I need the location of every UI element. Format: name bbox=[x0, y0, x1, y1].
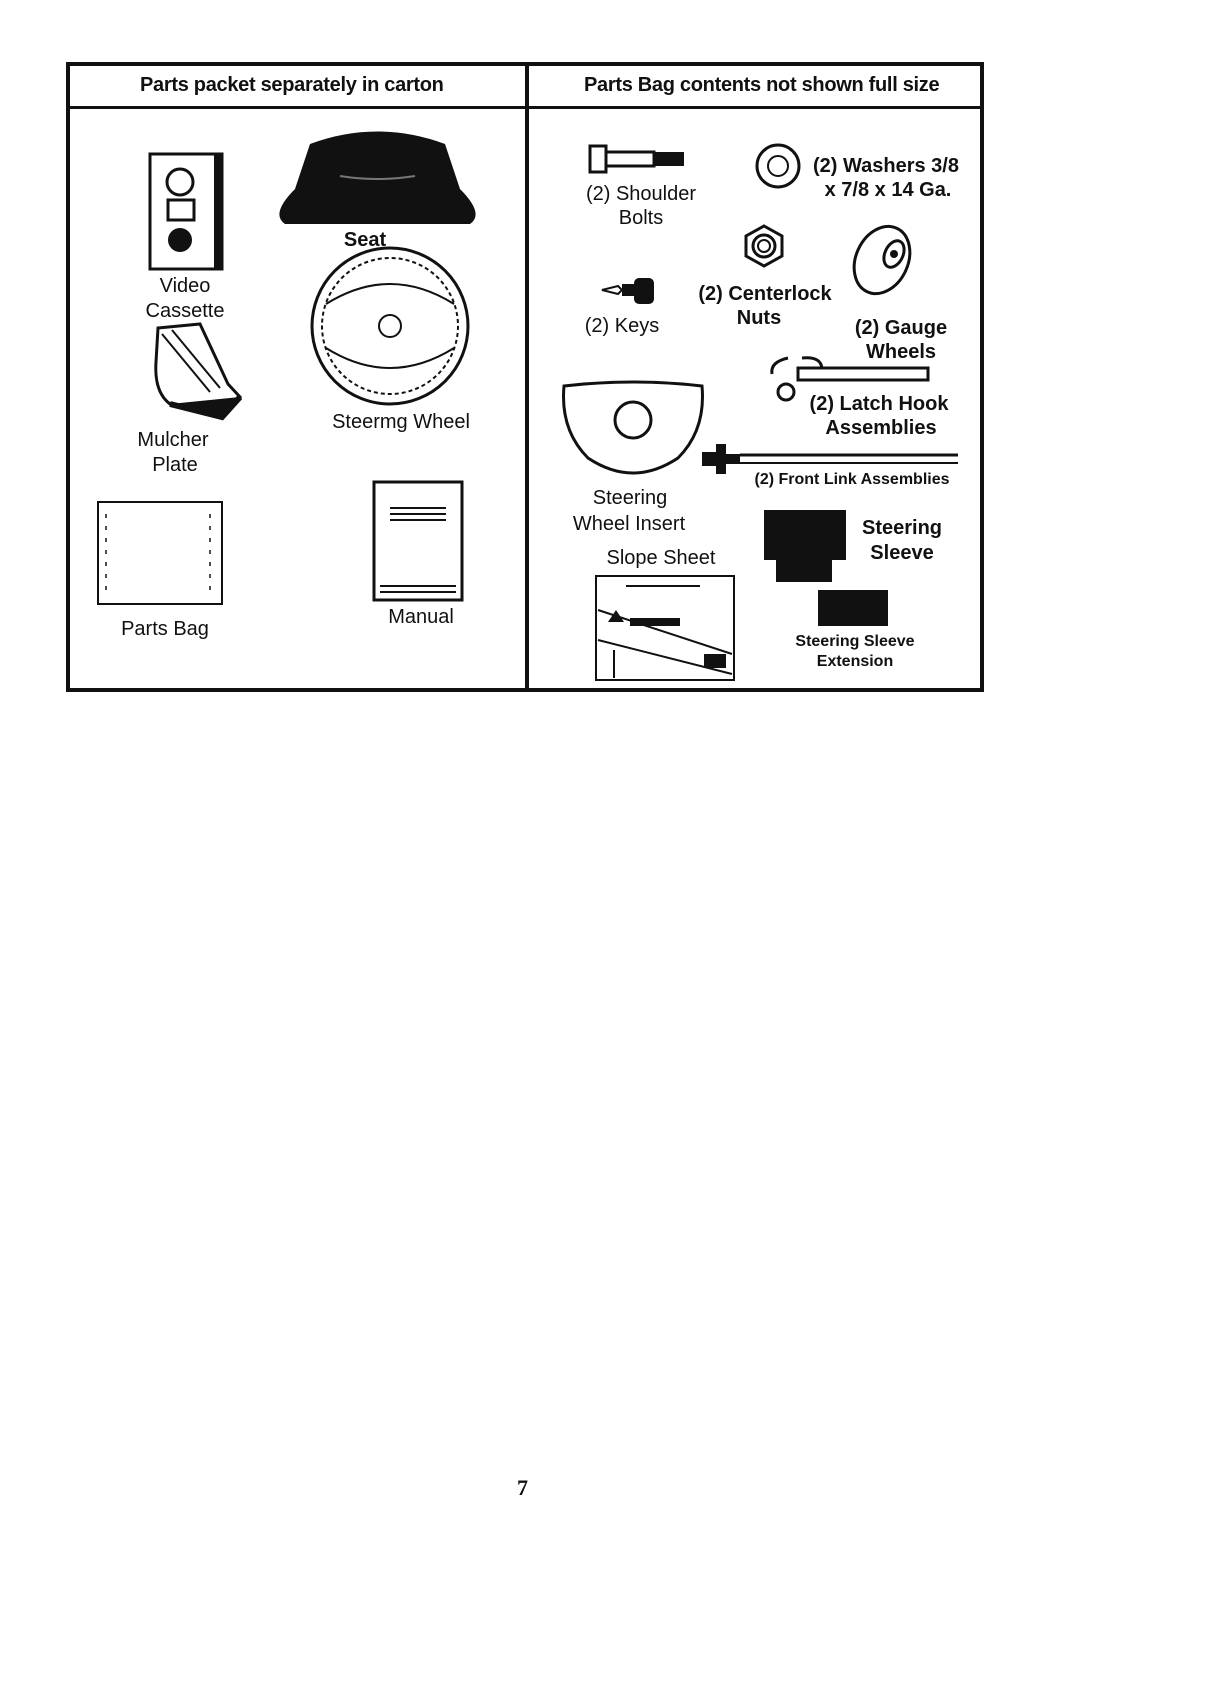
slope-sheet-icon bbox=[594, 574, 736, 682]
steering-sleeve-label-2: Sleeve bbox=[870, 542, 934, 564]
manual-label: Manual bbox=[388, 606, 454, 628]
seat-label: Seat bbox=[343, 229, 387, 251]
latch-hook-label-2: Assemblies bbox=[825, 417, 937, 439]
washer-label-1: (2) Washers 3/8 bbox=[813, 155, 959, 177]
steering-wheel-insert-icon bbox=[558, 380, 708, 484]
centerlock-nut-label-2: Nuts bbox=[736, 307, 782, 329]
parts-bag-label: Parts Bag bbox=[121, 618, 209, 640]
latch-hook-label-1: (2) Latch Hook bbox=[809, 393, 949, 415]
mulcher-label-1: Mulcher bbox=[137, 429, 209, 451]
steering-wheel-icon bbox=[308, 244, 472, 408]
steering-sleeve-label-1: Steering bbox=[861, 517, 943, 539]
wheel-insert-label-1: Steering bbox=[592, 487, 668, 509]
manual-icon bbox=[372, 480, 464, 602]
left-panel-header: Parts packet separately in carton bbox=[140, 74, 444, 96]
gauge-wheel-label-2: Wheels bbox=[865, 341, 937, 363]
slope-sheet-label: Slope Sheet bbox=[606, 547, 716, 569]
wheel-insert-label-2: Wheel Insert bbox=[572, 513, 686, 535]
front-link-label: (2) Front Link Assemblies bbox=[754, 471, 950, 488]
video-label-2: Cassette bbox=[145, 300, 225, 322]
parts-bag-icon bbox=[96, 500, 226, 608]
keys-label: (2) Keys bbox=[584, 315, 660, 337]
centerlock-nut-label-1: (2) Centerlock bbox=[698, 283, 832, 305]
gauge-wheel-label-1: (2) Gauge bbox=[854, 317, 948, 339]
panel-divider bbox=[525, 62, 529, 692]
shoulder-bolt-label-2: Bolts bbox=[618, 207, 664, 229]
washer-icon bbox=[754, 142, 802, 190]
seat-icon bbox=[270, 124, 485, 234]
sleeve-extension-label-1: Steering Sleeve bbox=[795, 633, 915, 650]
steering-wheel-label: Steermg Wheel bbox=[332, 411, 470, 433]
sleeve-extension-icon bbox=[816, 586, 890, 628]
steering-sleeve-icon bbox=[762, 508, 848, 584]
centerlock-nut-icon bbox=[742, 224, 786, 268]
page-number: 7 bbox=[517, 1475, 528, 1500]
mulcher-label-2: Plate bbox=[152, 454, 198, 476]
sleeve-extension-label-2: Extension bbox=[816, 653, 894, 670]
video-cassette-icon bbox=[148, 152, 226, 272]
video-label-1: Video bbox=[159, 275, 211, 297]
washer-label-2: x 7/8 x 14 Ga. bbox=[824, 179, 952, 201]
shoulder-bolt-label-1: (2) Shoulder bbox=[585, 183, 697, 205]
header-rule bbox=[66, 106, 984, 109]
key-icon bbox=[600, 276, 660, 306]
gauge-wheel-icon bbox=[844, 222, 920, 298]
shoulder-bolt-icon bbox=[588, 142, 688, 176]
right-panel-header: Parts Bag contents not shown full size bbox=[584, 74, 940, 96]
mulcher-plate-icon bbox=[150, 322, 250, 422]
